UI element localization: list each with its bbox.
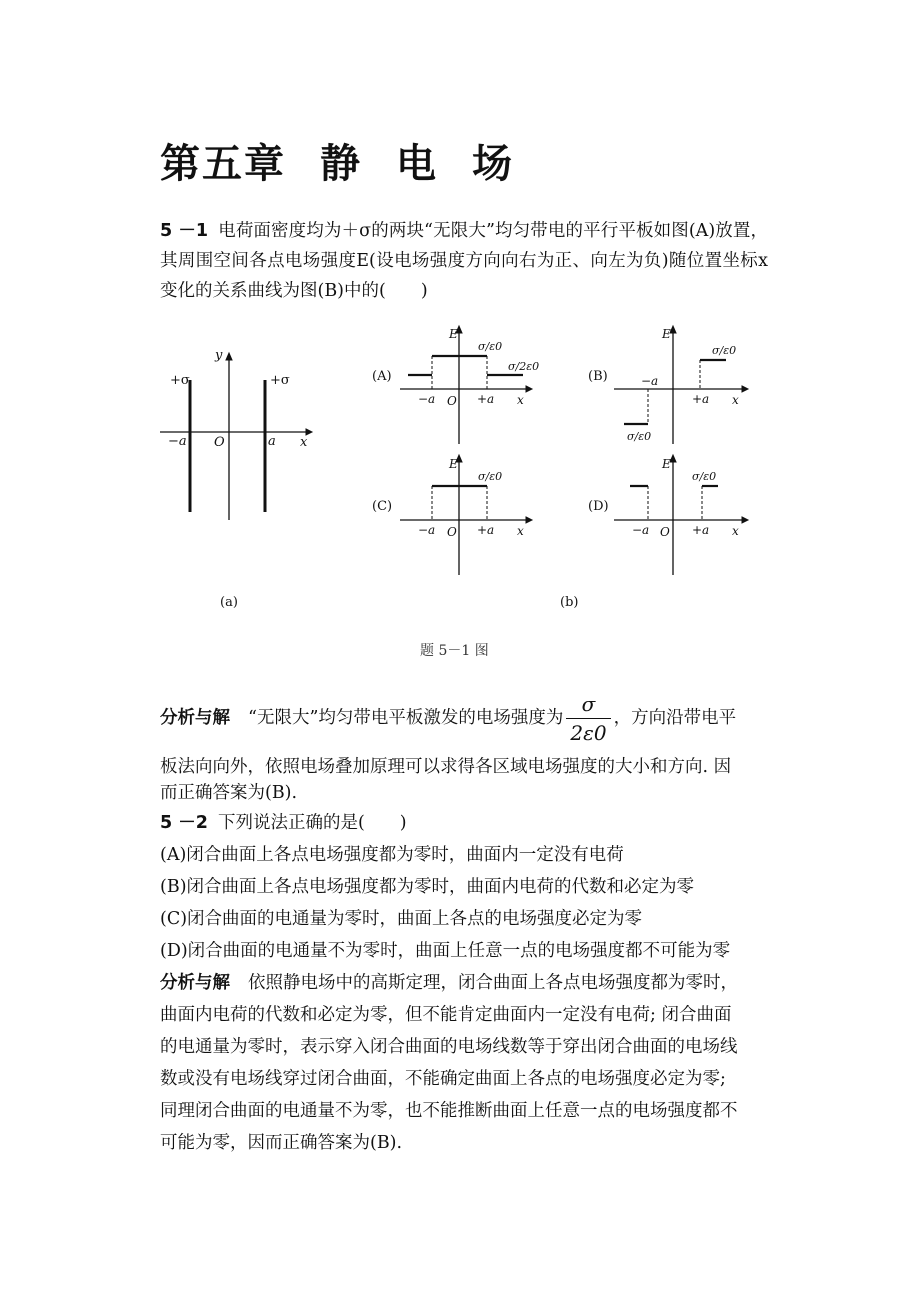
graph-option-C — [400, 455, 532, 575]
answer-5-1-line3: 而正确答案为(B). — [160, 783, 298, 803]
pos-a-label-a: a — [268, 434, 276, 449]
sigma-eps-A: σ/ε0 — [478, 340, 503, 353]
graph-option-D — [614, 455, 748, 575]
subfigure-b-label: (b) — [560, 595, 579, 610]
answer-5-2-line6: 可能为零，因而正确答案为(B). — [160, 1133, 403, 1153]
plate-right-charge: +σ — [270, 373, 290, 388]
neg-a-C: −a — [418, 523, 436, 537]
sigma-2eps-A: σ/2ε0 — [508, 360, 540, 373]
axis-E-label-D: E — [662, 457, 671, 471]
axis-x-C: x — [517, 524, 524, 538]
chapter-title-part2: 静 — [320, 141, 362, 187]
answer-label: 分析与解 — [160, 708, 230, 728]
option-A-label: (A) — [372, 369, 392, 384]
neg-a-A: −a — [418, 392, 436, 406]
sigma-eps-B-pos: σ/ε0 — [712, 344, 737, 357]
answer-5-2-line2: 曲面内电荷的代数和必定为零，但不能肯定曲面内一定没有电荷; 闭合曲面 — [160, 1005, 732, 1025]
origin-D: O — [660, 525, 670, 539]
origin-A: O — [447, 394, 457, 408]
subfigure-a-label: (a) — [220, 595, 238, 610]
answer-5-1-line1 — [160, 690, 736, 747]
plus-a-A: +a — [477, 392, 495, 406]
axis-x-D: x — [732, 524, 739, 538]
option-D-label: (D) — [588, 499, 609, 514]
sigma-eps-D: σ/ε0 — [692, 470, 717, 483]
option-D-text: (D)闭合曲面的电通量不为零时，曲面上任意一点的电场强度都不可能为零 — [160, 941, 731, 961]
answer-5-2-line3: 的电通量为零时，表示穿入闭合曲面的电场线数等于穿出闭合曲面的电场线 — [160, 1037, 738, 1057]
origin-label-a: O — [214, 435, 225, 450]
answer-5-2-line5: 同理闭合曲面的电通量不为零，也不能推断曲面上任意一点的电场强度都不 — [160, 1101, 738, 1121]
option-B-label: (B) — [588, 369, 608, 384]
plus-a-C: +a — [477, 523, 495, 537]
graph-option-A — [400, 326, 532, 444]
sigma-eps-C: σ/ε0 — [478, 470, 503, 483]
answer-text-before: “无限大”均匀带电平板激发的电场强度为 — [248, 708, 564, 728]
figure-caption: 题 5－1 图 — [420, 643, 489, 659]
axis-x-B: x — [732, 393, 739, 407]
option-B-text: (B)闭合曲面上各点电场强度都为零时，曲面内电荷的代数和必定为零 — [160, 877, 695, 897]
answer-5-1-line2: 板法向向外，依照电场叠加原理可以求得各区域电场强度的大小和方向. 因 — [160, 757, 732, 777]
axis-E-label-A: E — [449, 327, 458, 341]
formula-numerator: σ — [566, 690, 610, 719]
field-formula — [566, 690, 610, 747]
axis-E-label-B: E — [662, 327, 671, 341]
plus-a-D: +a — [692, 523, 710, 537]
question-text: 下列说法正确的是( ) — [217, 813, 407, 833]
neg-a-label-a: −a — [168, 434, 187, 449]
answer-label: 分析与解 — [160, 973, 230, 993]
option-C-label: (C) — [372, 499, 393, 514]
neg-a-B: −a — [641, 374, 659, 388]
chapter-title-part3: 电 — [396, 141, 438, 187]
chapter-title-part1: 第五章 — [160, 141, 286, 187]
origin-C: O — [447, 525, 457, 539]
axis-x-label-a: x — [300, 435, 308, 450]
option-C-text: (C)闭合曲面的电通量为零时，曲面上各点的电场强度必定为零 — [160, 909, 643, 929]
question-number: 5 －2 — [160, 813, 208, 833]
axis-E-label-C: E — [449, 457, 458, 471]
question-number: 5 －1 — [160, 221, 209, 241]
chapter-title-part4: 场 — [472, 141, 514, 187]
formula-denominator: 2ε0 — [570, 721, 607, 745]
axis-y-label: y — [215, 348, 223, 363]
question-5-2 — [160, 808, 407, 838]
axis-x-A: x — [517, 393, 524, 407]
answer-5-2-line4: 数或没有电场线穿过闭合曲面，不能确定曲面上各点的电场强度必定为零; — [160, 1069, 726, 1089]
answer-line: 依照静电场中的高斯定理，闭合曲面上各点电场强度都为零时， — [248, 973, 738, 993]
answer-5-2-line1 — [160, 968, 738, 998]
plate-left-charge: +σ — [170, 373, 190, 388]
question-text: 电荷面密度均为＋σ的两块“无限大”均匀带电的平行平板如图(A)放置，其周围空间各点电场强度E(设电场强度方向向右为正、向左为负)随位置坐标x 变化的关系曲线为图(B)中的( ) — [160, 221, 768, 301]
sigma-eps-B-neg: σ/ε0 — [627, 430, 652, 443]
plus-a-B: +a — [692, 392, 710, 406]
neg-a-D: −a — [632, 523, 650, 537]
option-A-text: (A)闭合曲面上各点电场强度都为零时，曲面内一定没有电荷 — [160, 845, 624, 865]
answer-text-after: ，方向沿带电平 — [613, 708, 737, 728]
